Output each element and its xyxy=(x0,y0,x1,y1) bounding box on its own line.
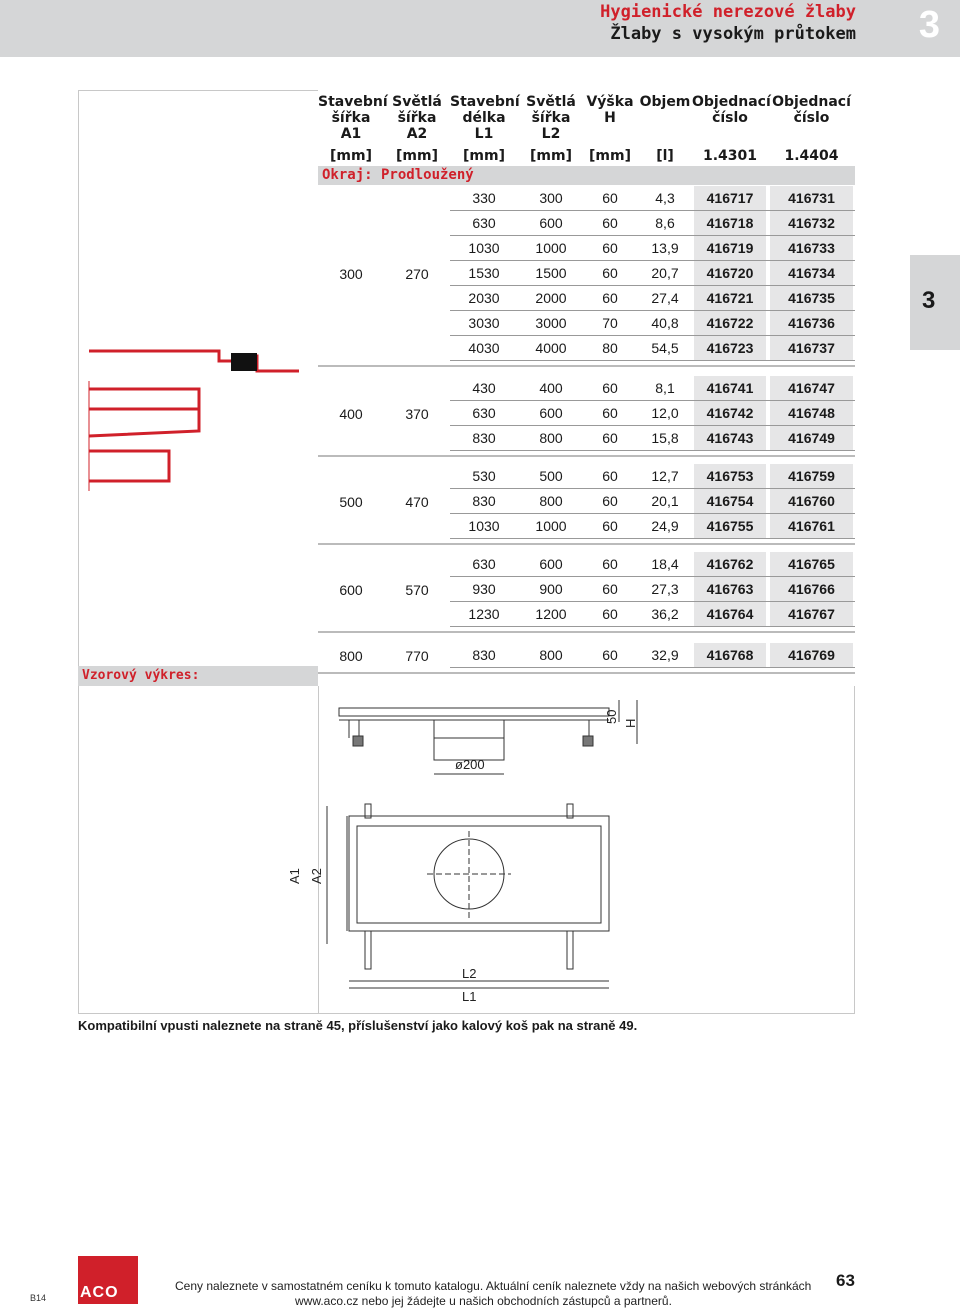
table-row xyxy=(318,401,855,426)
dim-A2: A2 xyxy=(309,868,324,884)
order-number: 416761 xyxy=(788,518,835,534)
table-cell: 4,3 xyxy=(655,190,675,206)
group-width-a2: 570 xyxy=(405,581,429,598)
order-number: 416755 xyxy=(706,518,754,534)
order-number: 416754 xyxy=(706,493,754,509)
side-section-tab xyxy=(910,255,960,350)
drawing-label: Vzorový výkres: xyxy=(82,668,200,683)
table-cell: 60 xyxy=(602,647,618,663)
order-number: 416753 xyxy=(706,468,754,484)
table-cell: 1000 xyxy=(535,240,567,256)
table-row xyxy=(318,186,855,211)
column-header: Objednací číslo xyxy=(692,94,771,126)
table-cell: 830 xyxy=(472,647,496,663)
table-cell: 18,4 xyxy=(651,556,679,572)
table-cell: 70 xyxy=(602,315,618,331)
header-title-red: Hygienické nerezové žlaby xyxy=(600,2,856,22)
table-row xyxy=(318,514,855,539)
column-unit: 1.4301 xyxy=(702,148,758,164)
table-cell: 13,9 xyxy=(651,240,679,256)
column-header: Stavební délka L1 xyxy=(450,94,520,142)
table-cell: 1200 xyxy=(535,606,567,622)
column-unit: [mm] xyxy=(396,148,438,164)
table-cell: 60 xyxy=(602,493,618,509)
table-cell: 600 xyxy=(539,405,563,421)
table-cell: 54,5 xyxy=(651,340,679,356)
table-row xyxy=(318,286,855,311)
order-number: 416719 xyxy=(706,240,754,256)
order-number: 416736 xyxy=(788,315,835,331)
table-cell: 60 xyxy=(602,581,618,597)
table-cell: 60 xyxy=(602,240,618,256)
row-divider xyxy=(450,450,855,451)
table-cell: 60 xyxy=(602,290,618,306)
table-cell: 430 xyxy=(472,380,496,396)
table-cell: 36,2 xyxy=(651,606,679,622)
order-number: 416742 xyxy=(706,405,754,421)
table-row xyxy=(318,236,855,261)
order-number: 416732 xyxy=(788,215,835,231)
row-divider xyxy=(450,538,855,539)
order-number: 416733 xyxy=(788,240,835,256)
edge-type-bar xyxy=(318,166,855,185)
table-cell: 930 xyxy=(472,581,496,597)
dim-H: H xyxy=(623,718,638,728)
side-view xyxy=(339,700,637,760)
table-cell: 60 xyxy=(602,215,618,231)
table-row xyxy=(318,426,855,451)
order-number: 416718 xyxy=(706,215,754,231)
table-row xyxy=(318,602,855,627)
table-cell: 60 xyxy=(602,190,618,206)
table-cell: 630 xyxy=(472,215,496,231)
column-header: Světlá šířka A2 xyxy=(392,94,442,142)
table-cell: 830 xyxy=(472,430,496,446)
order-number: 416762 xyxy=(706,556,754,572)
table-row xyxy=(318,211,855,236)
table-cell: 60 xyxy=(602,468,618,484)
table-cell: 1030 xyxy=(468,240,500,256)
column-unit: [mm] xyxy=(589,148,631,164)
group-width-a2: 270 xyxy=(405,265,429,282)
table-cell: 530 xyxy=(472,468,496,484)
table-cell: 330 xyxy=(472,190,496,206)
table-cell: 20,7 xyxy=(651,265,679,281)
page-code: B14 xyxy=(30,1293,47,1303)
order-number: 416743 xyxy=(706,430,754,446)
table-row xyxy=(318,311,855,336)
group-width-a1: 300 xyxy=(339,265,363,282)
frame-line-bottom xyxy=(78,1013,855,1014)
dim-50: 50 xyxy=(604,709,619,724)
footer-line-1: Ceny naleznete v samostatném ceníku k tomuto katalogu. Aktuální ceník naleznete vždy na našich webových stránkách xyxy=(175,1279,812,1293)
order-number: 416731 xyxy=(788,190,835,206)
table-cell: 500 xyxy=(539,468,563,484)
compatibility-note: Kompatibilní vpusti naleznete na straně 45, příslušenství jako kalový koš pak na straně 49. xyxy=(78,1018,638,1033)
order-number: 416748 xyxy=(788,405,835,421)
table-cell: 15,8 xyxy=(651,430,679,446)
group-width-a2: 370 xyxy=(405,405,429,422)
header-title-black: Žlaby s vysokým průtokem xyxy=(610,24,856,44)
frame-line xyxy=(78,686,79,1014)
table-cell: 1530 xyxy=(468,265,500,281)
aco-logo xyxy=(78,1256,138,1304)
group-width-a1: 400 xyxy=(339,405,363,422)
order-number: 416767 xyxy=(788,606,835,622)
table-cell: 1000 xyxy=(535,518,567,534)
row-divider xyxy=(450,667,855,668)
group-width-a1: 500 xyxy=(339,493,363,510)
profile-illustration-frame xyxy=(78,90,318,686)
order-number: 416769 xyxy=(788,647,835,663)
column-header: Stavební šířka A1 xyxy=(318,94,388,142)
table-cell: 27,3 xyxy=(651,581,679,597)
order-number: 416721 xyxy=(706,290,754,306)
order-number: 416722 xyxy=(706,315,754,331)
group-width-a2: 470 xyxy=(405,493,429,510)
order-number: 416763 xyxy=(706,581,754,597)
table-row xyxy=(318,489,855,514)
table-cell: 4030 xyxy=(468,340,500,356)
table-cell: 27,4 xyxy=(651,290,679,306)
group-divider xyxy=(318,672,855,674)
order-number: 416737 xyxy=(788,340,835,356)
group-divider xyxy=(318,631,855,633)
row-divider xyxy=(450,360,855,361)
column-header: Světlá šířka L2 xyxy=(526,94,576,142)
table-cell: 4000 xyxy=(535,340,567,356)
group-width-a2: 770 xyxy=(405,647,429,664)
table-cell: 40,8 xyxy=(651,315,679,331)
order-number: 416747 xyxy=(788,380,835,396)
dim-L1: L1 xyxy=(462,989,477,1004)
dim-diameter: ø200 xyxy=(455,757,485,772)
table-cell: 8,6 xyxy=(655,215,675,231)
table-cell: 800 xyxy=(539,430,563,446)
table-row xyxy=(318,577,855,602)
technical-drawing-frame xyxy=(287,686,855,1014)
table-cell: 630 xyxy=(472,405,496,421)
column-unit: [mm] xyxy=(330,148,372,164)
table-cell: 400 xyxy=(539,380,563,396)
table-cell: 24,9 xyxy=(651,518,679,534)
order-number: 416720 xyxy=(706,265,754,281)
order-number: 416723 xyxy=(706,340,754,356)
table-row xyxy=(318,643,855,668)
table-cell: 600 xyxy=(539,556,563,572)
table-cell: 80 xyxy=(602,340,618,356)
table-cell: 12,0 xyxy=(651,405,679,421)
order-number: 416735 xyxy=(788,290,835,306)
table-cell: 1030 xyxy=(468,518,500,534)
dim-L2: L2 xyxy=(462,966,477,981)
channel-profile-illustration xyxy=(79,321,319,721)
order-number: 416717 xyxy=(706,190,754,206)
page-header xyxy=(0,0,960,57)
table-cell: 630 xyxy=(472,556,496,572)
group-divider xyxy=(318,455,855,457)
table-cell: 2030 xyxy=(468,290,500,306)
column-unit: [mm] xyxy=(530,148,572,164)
table-cell: 300 xyxy=(539,190,563,206)
table-cell: 1500 xyxy=(535,265,567,281)
footer-line-2: www.aco.cz nebo jej žádejte u našich obchodních zástupců a partnerů. xyxy=(295,1294,672,1308)
table-cell: 1230 xyxy=(468,606,500,622)
drawing-label-bar xyxy=(78,666,318,686)
table-row xyxy=(318,376,855,401)
section-number: 3 xyxy=(918,4,940,46)
table-row xyxy=(318,464,855,489)
table-cell: 900 xyxy=(539,581,563,597)
table-row xyxy=(318,552,855,577)
table-cell: 60 xyxy=(602,556,618,572)
order-number: 416749 xyxy=(788,430,835,446)
order-number: 416766 xyxy=(788,581,835,597)
column-header: Výška H xyxy=(586,94,634,126)
table-row xyxy=(318,261,855,286)
column-header: Objednací číslo xyxy=(772,94,851,126)
column-unit: [l] xyxy=(656,148,674,164)
order-number: 416759 xyxy=(788,468,835,484)
table-cell: 20,1 xyxy=(651,493,679,509)
table-cell: 600 xyxy=(539,215,563,231)
column-unit: [mm] xyxy=(463,148,505,164)
table-cell: 60 xyxy=(602,380,618,396)
table-cell: 2000 xyxy=(535,290,567,306)
column-header: Objem xyxy=(639,94,691,110)
table-cell: 60 xyxy=(602,405,618,421)
order-number: 416760 xyxy=(788,493,835,509)
order-number: 416741 xyxy=(706,380,754,396)
technical-drawing xyxy=(287,686,856,1014)
order-number: 416768 xyxy=(706,647,754,663)
table-cell: 60 xyxy=(602,265,618,281)
table-cell: 3000 xyxy=(535,315,567,331)
table-cell: 32,9 xyxy=(651,647,679,663)
edge-type-label: Okraj: Prodloužený xyxy=(322,167,474,183)
table-cell: 8,1 xyxy=(655,380,675,396)
page-number: 63 xyxy=(836,1271,855,1290)
table-cell: 12,7 xyxy=(651,468,679,484)
top-view xyxy=(327,804,609,988)
table-cell: 3030 xyxy=(468,315,500,331)
side-tab-number: 3 xyxy=(922,287,936,314)
group-width-a1: 800 xyxy=(339,647,363,664)
table-cell: 60 xyxy=(602,430,618,446)
group-divider xyxy=(318,543,855,545)
dim-A1: A1 xyxy=(287,868,302,884)
column-unit: 1.4404 xyxy=(784,148,839,164)
table-cell: 830 xyxy=(472,493,496,509)
order-number: 416734 xyxy=(788,265,835,281)
group-divider xyxy=(318,365,855,367)
table-cell: 800 xyxy=(539,493,563,509)
table-cell: 60 xyxy=(602,518,618,534)
order-number: 416764 xyxy=(706,606,754,622)
row-divider xyxy=(450,626,855,627)
table-cell: 800 xyxy=(539,647,563,663)
logo-text: ACO xyxy=(80,1284,119,1301)
group-width-a1: 600 xyxy=(339,581,363,598)
table-row xyxy=(318,336,855,361)
table-cell: 60 xyxy=(602,606,618,622)
order-number: 416765 xyxy=(788,556,835,572)
